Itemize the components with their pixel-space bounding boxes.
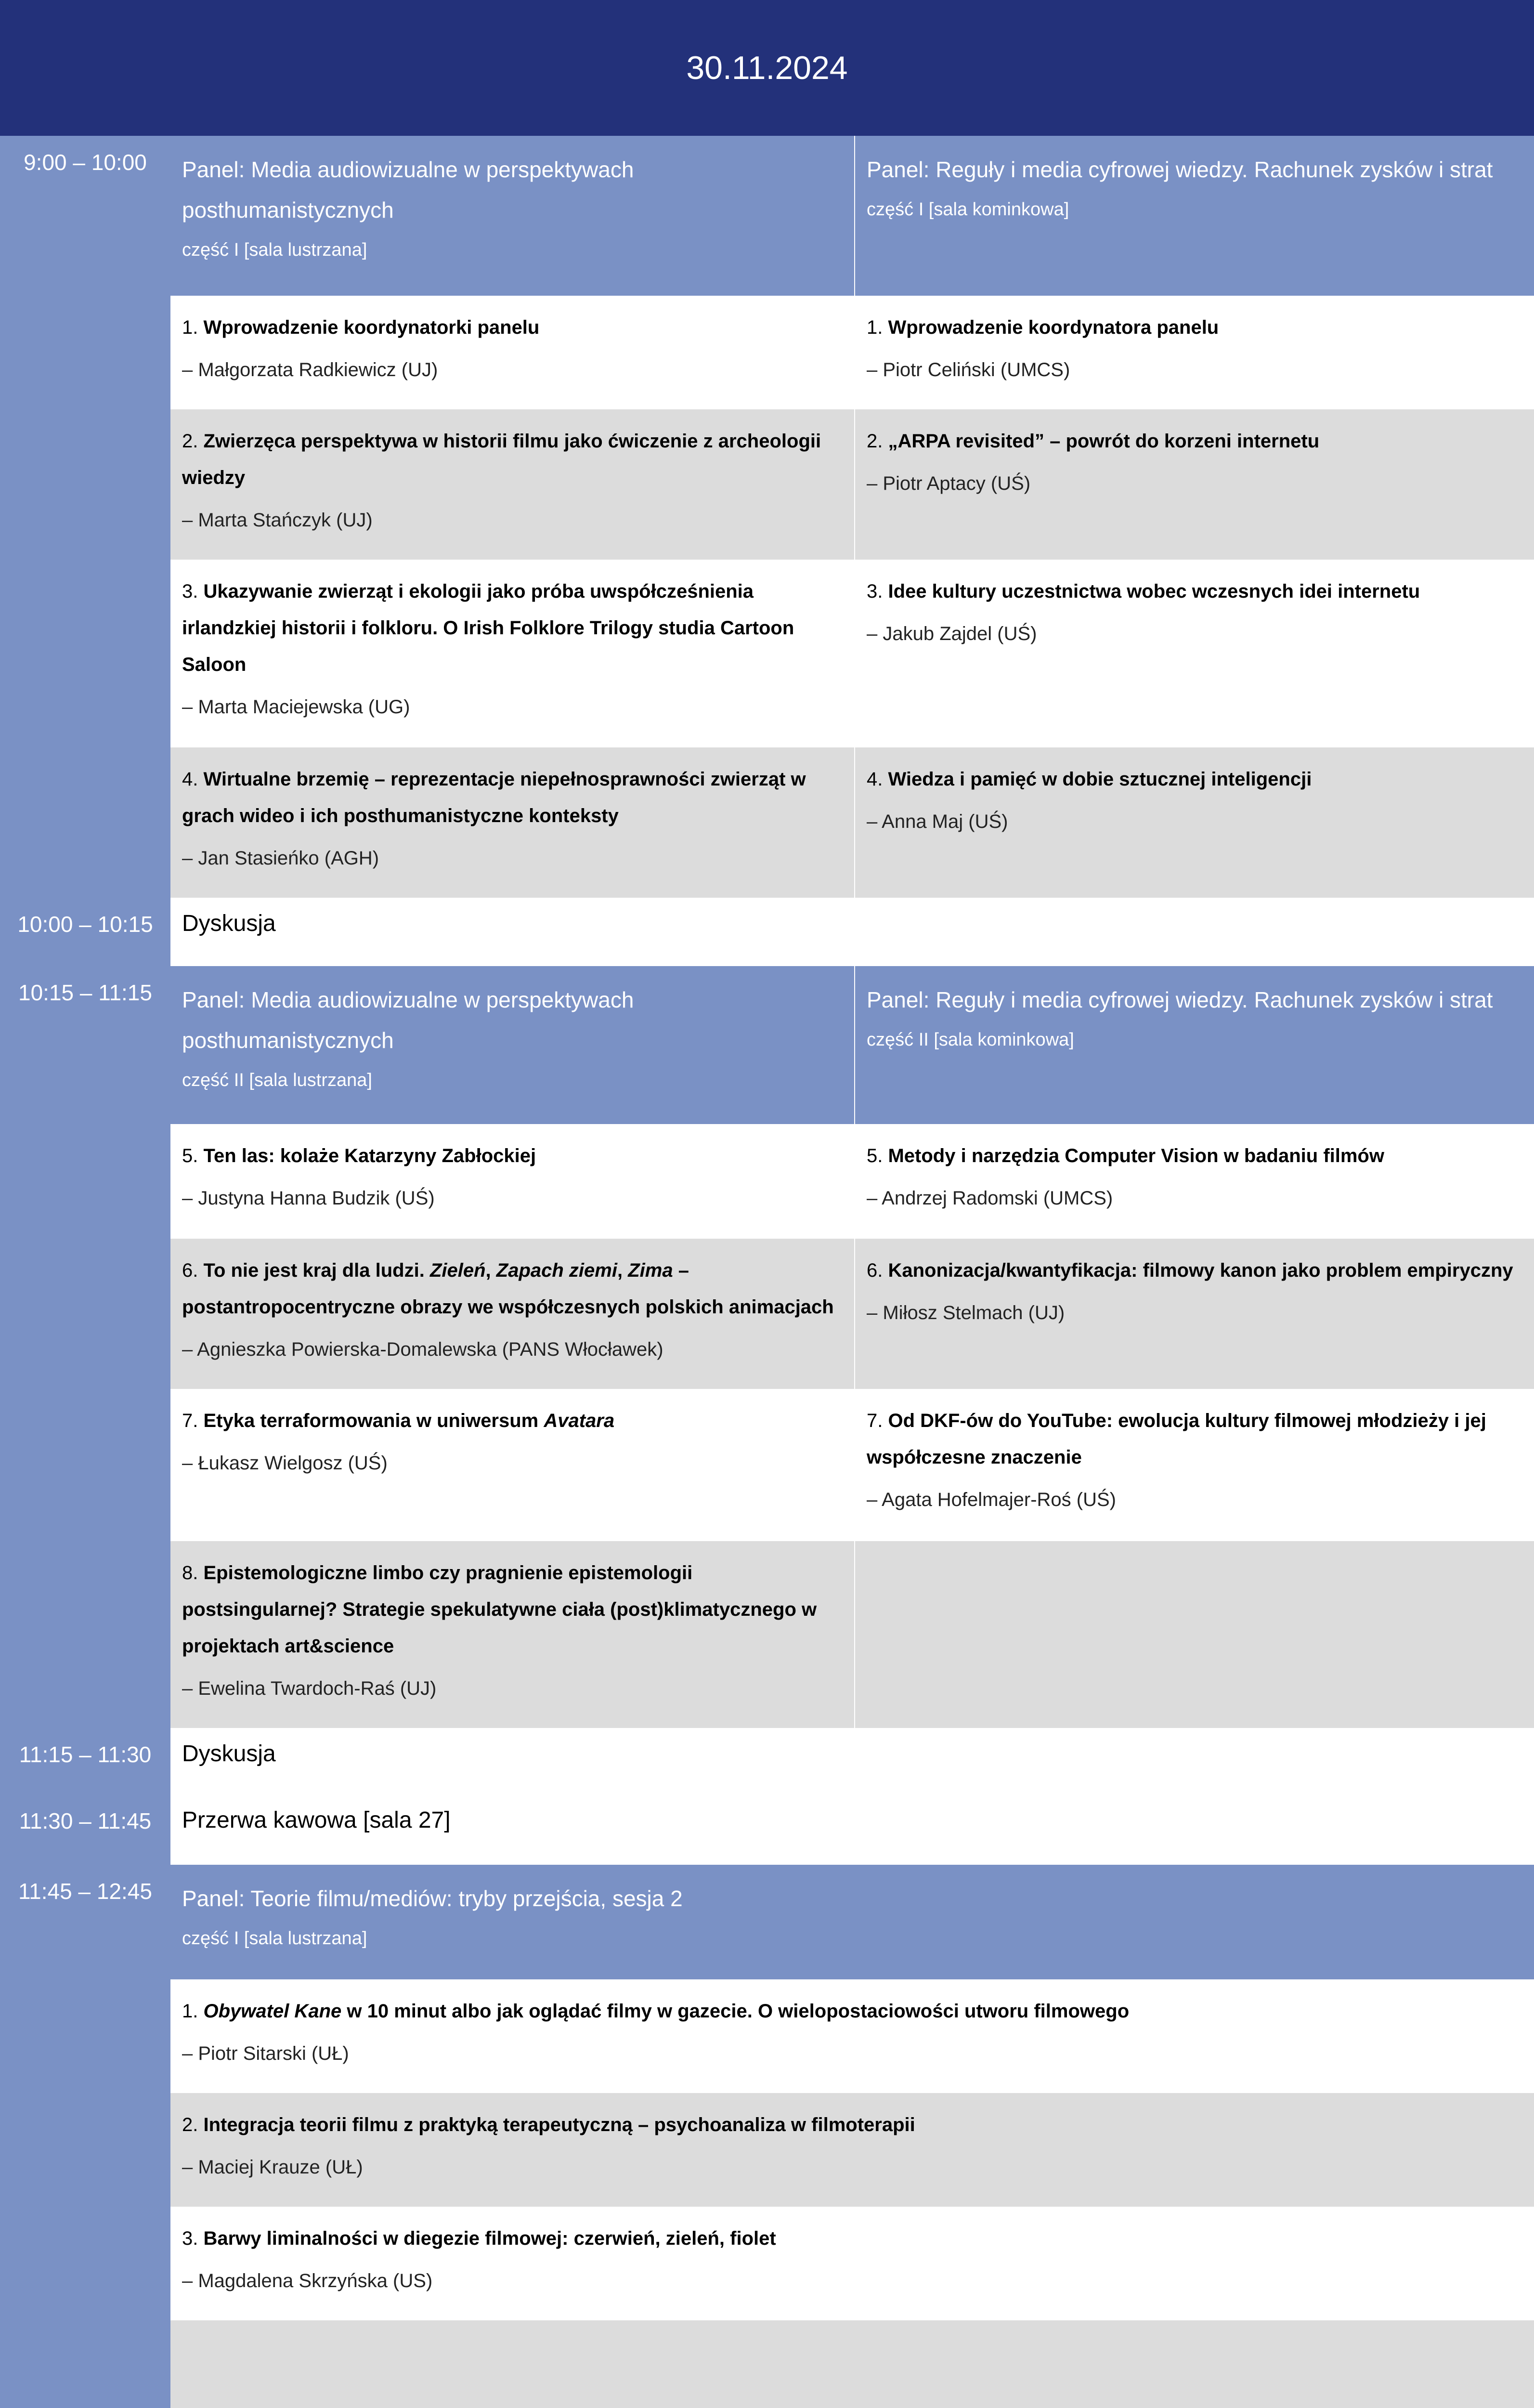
panel-room: część II [sala kominkowa]	[867, 1030, 1074, 1050]
talk-author: – Małgorzata Radkiewicz (UJ)	[182, 359, 438, 380]
talk-title: Integracja teorii filmu z praktyką terapeutyczną – psychoanaliza w filmoterapii	[203, 2114, 915, 2135]
talk-author: – Piotr Celiński (UMCS)	[867, 359, 1070, 380]
talk-author: – Piotr Aptacy (UŚ)	[867, 473, 1031, 494]
coffee-break-row	[170, 1794, 1534, 1865]
time-label: 11:15 – 11:30	[19, 1742, 152, 1767]
talk-number: 2.	[182, 431, 204, 452]
time-label: 10:00 – 10:15	[17, 912, 153, 937]
time-label: 11:30 – 11:45	[19, 1808, 152, 1833]
talk-title: Wiedza i pamięć w dobie sztucznej inteligencji	[888, 769, 1312, 790]
talk-title: „ARPA revisited” – powrót do korzeni internetu	[888, 431, 1320, 452]
talk-number: 3.	[867, 581, 888, 602]
talk-left	[170, 747, 854, 898]
talk-left	[170, 296, 854, 409]
panel-room: część I [sala lustrzana]	[182, 1928, 367, 1949]
talk-author: – Andrzej Radomski (UMCS)	[867, 1188, 1113, 1209]
panel-left	[170, 966, 854, 1124]
panel-title: Panel: Reguły i media cyfrowej wiedzy. Rachunek zysków i strat	[867, 157, 1493, 182]
talk-title: Obywatel Kane w 10 minut albo jak oglądać filmy w gazecie. O wielopostaciowości utworu filmowego	[203, 2001, 1130, 2022]
talk-number: 7.	[182, 1410, 204, 1431]
talk-row-empty	[170, 2320, 1534, 2408]
talk-number: 4.	[182, 769, 204, 790]
panel-right	[855, 966, 1534, 1124]
talk-number: 6.	[867, 1260, 888, 1281]
talk-full	[170, 1979, 1534, 2093]
talk-row	[170, 296, 1534, 409]
date-header	[0, 0, 1534, 136]
panel-header-row	[170, 966, 1534, 1124]
talk-number: 5.	[182, 1145, 204, 1166]
talk-author: – Marta Maciejewska (UG)	[182, 696, 410, 718]
talk-number: 1.	[182, 317, 204, 338]
talk-author: – Magdalena Skrzyńska (US)	[182, 2270, 433, 2291]
talk-left	[170, 1239, 854, 1389]
talk-author: – Jakub Zajdel (UŚ)	[867, 623, 1037, 644]
talk-left	[170, 1541, 854, 1728]
talk-row	[170, 1239, 1534, 1389]
talk-title: Wprowadzenie koordynatorki panelu	[203, 317, 540, 338]
talk-row	[170, 409, 1534, 560]
talk-author: – Agnieszka Powierska-Domalewska (PANS Włocławek)	[182, 1339, 663, 1360]
talk-row	[170, 2093, 1534, 2207]
talk-right	[855, 296, 1534, 409]
talk-number: 7.	[867, 1410, 888, 1431]
talk-author: – Jan Stasieńko (AGH)	[182, 848, 379, 869]
talk-row	[170, 1541, 1534, 1728]
session-label: Dyskusja	[182, 911, 276, 936]
panel-title: Panel: Reguły i media cyfrowej wiedzy. Rachunek zysków i strat	[867, 987, 1493, 1012]
talk-title: Wprowadzenie koordynatora panelu	[888, 317, 1219, 338]
talk-title: Od DKF-ów do YouTube: ewolucja kultury filmowej młodzieży i jej współczesne znaczenie	[867, 1410, 1486, 1468]
talk-number: 1.	[867, 317, 888, 338]
time-label: 11:45 – 12:45	[18, 1879, 152, 1904]
talk-number: 2.	[182, 2114, 204, 2135]
talk-right	[855, 1124, 1534, 1239]
talk-title: Idee kultury uczestnictwa wobec wczesnych idei internetu	[888, 581, 1420, 602]
talk-row	[170, 1124, 1534, 1239]
talk-row	[170, 560, 1534, 747]
panel-right	[855, 136, 1534, 296]
talk-left	[170, 1124, 854, 1239]
talk-full	[170, 2093, 1534, 2207]
talk-left	[170, 409, 854, 560]
talk-right	[855, 1389, 1534, 1541]
talk-title: To nie jest kraj dla ludzi. Zieleń, Zapach ziemi, Zima – postantropocentryczne obrazy we współczesnych polskich animacjach	[182, 1260, 834, 1318]
talk-row	[170, 1979, 1534, 2093]
talk-author: – Miłosz Stelmach (UJ)	[867, 1302, 1065, 1323]
talk-author: – Ewelina Twardoch-Raś (UJ)	[182, 1678, 437, 1699]
time-label: 10:15 – 11:15	[18, 980, 152, 1005]
talk-title: Epistemologiczne limbo czy pragnienie epistemologii postsingularnej? Strategie spekulatywne ciała (post)klimatycznego w projektach art&science	[182, 1562, 817, 1657]
time-label: 9:00 – 10:00	[24, 150, 147, 175]
talk-author: – Agata Hofelmajer-Roś (UŚ)	[867, 1489, 1116, 1510]
time-column	[0, 136, 170, 2408]
talk-left	[170, 560, 854, 747]
panel-full	[170, 1865, 1534, 1979]
talk-title: Kanonizacja/kwantyfikacja: filmowy kanon jako problem empiryczny	[888, 1260, 1513, 1281]
talk-right	[855, 409, 1534, 560]
talk-left	[170, 1389, 854, 1541]
discussion-row	[170, 898, 1534, 966]
talk-title: Zwierzęca perspektywa w historii filmu jako ćwiczenie z archeologii wiedzy	[182, 431, 821, 488]
talk-right-empty	[855, 1541, 1534, 1728]
panel-room: część I [sala lustrzana]	[182, 240, 367, 260]
panel-header-row	[170, 1865, 1534, 1979]
panel-header-row	[170, 136, 1534, 296]
panel-left	[170, 136, 854, 296]
talk-title: Wirtualne brzemię – reprezentacje niepełnosprawności zwierząt w grach wideo i ich posthumanistyczne konteksty	[182, 769, 806, 826]
talk-title: Etyka terraformowania w uniwersum Avatara	[203, 1410, 615, 1431]
talk-author: – Anna Maj (UŚ)	[867, 811, 1008, 832]
talk-number: 4.	[867, 769, 888, 790]
talk-right	[855, 747, 1534, 898]
talk-title: Metody i narzędzia Computer Vision w badaniu filmów	[888, 1145, 1384, 1166]
talk-number: 5.	[867, 1145, 888, 1166]
talk-number: 3.	[182, 2228, 204, 2249]
talk-number: 2.	[867, 431, 888, 452]
talk-title: Ukazywanie zwierząt i ekologii jako próba uwspółcześnienia irlandzkiej historii i folkloru. O Irish Folklore Trilogy studia Cartoon Saloon	[182, 581, 794, 675]
talk-author: – Łukasz Wielgosz (UŚ)	[182, 1453, 388, 1474]
talk-number: 3.	[182, 581, 204, 602]
talk-number: 8.	[182, 1562, 204, 1584]
talk-right	[855, 560, 1534, 747]
panel-title: Panel: Teorie filmu/mediów: tryby przejścia, sesja 2	[182, 1886, 683, 1911]
talk-author: – Piotr Sitarski (UŁ)	[182, 2043, 349, 2064]
session-label: Przerwa kawowa [sala 27]	[182, 1807, 451, 1833]
talk-full	[170, 2207, 1534, 2320]
talk-author: – Maciej Krauze (UŁ)	[182, 2157, 363, 2178]
talk-right	[855, 1239, 1534, 1389]
talk-author: – Marta Stańczyk (UJ)	[182, 510, 373, 531]
talk-title: Barwy liminalności w diegezie filmowej: czerwień, zieleń, fiolet	[203, 2228, 776, 2249]
date-title: 30.11.2024	[686, 50, 848, 86]
panel-room: część II [sala lustrzana]	[182, 1070, 372, 1090]
talk-number: 1.	[182, 2001, 204, 2022]
talk-number: 6.	[182, 1260, 204, 1281]
panel-room: część I [sala kominkowa]	[867, 199, 1069, 220]
talk-row	[170, 1389, 1534, 1541]
talk-row	[170, 2207, 1534, 2320]
discussion-row	[170, 1728, 1534, 1794]
panel-title: Panel: Media audiowizualne w perspektywach posthumanistycznych	[182, 157, 634, 222]
session-label: Dyskusja	[182, 1741, 276, 1767]
talk-row	[170, 747, 1534, 898]
panel-title: Panel: Media audiowizualne w perspektywach posthumanistycznych	[182, 987, 634, 1053]
talk-author: – Justyna Hanna Budzik (UŚ)	[182, 1188, 435, 1209]
talk-title: Ten las: kolaże Katarzyny Zabłockiej	[203, 1145, 536, 1166]
